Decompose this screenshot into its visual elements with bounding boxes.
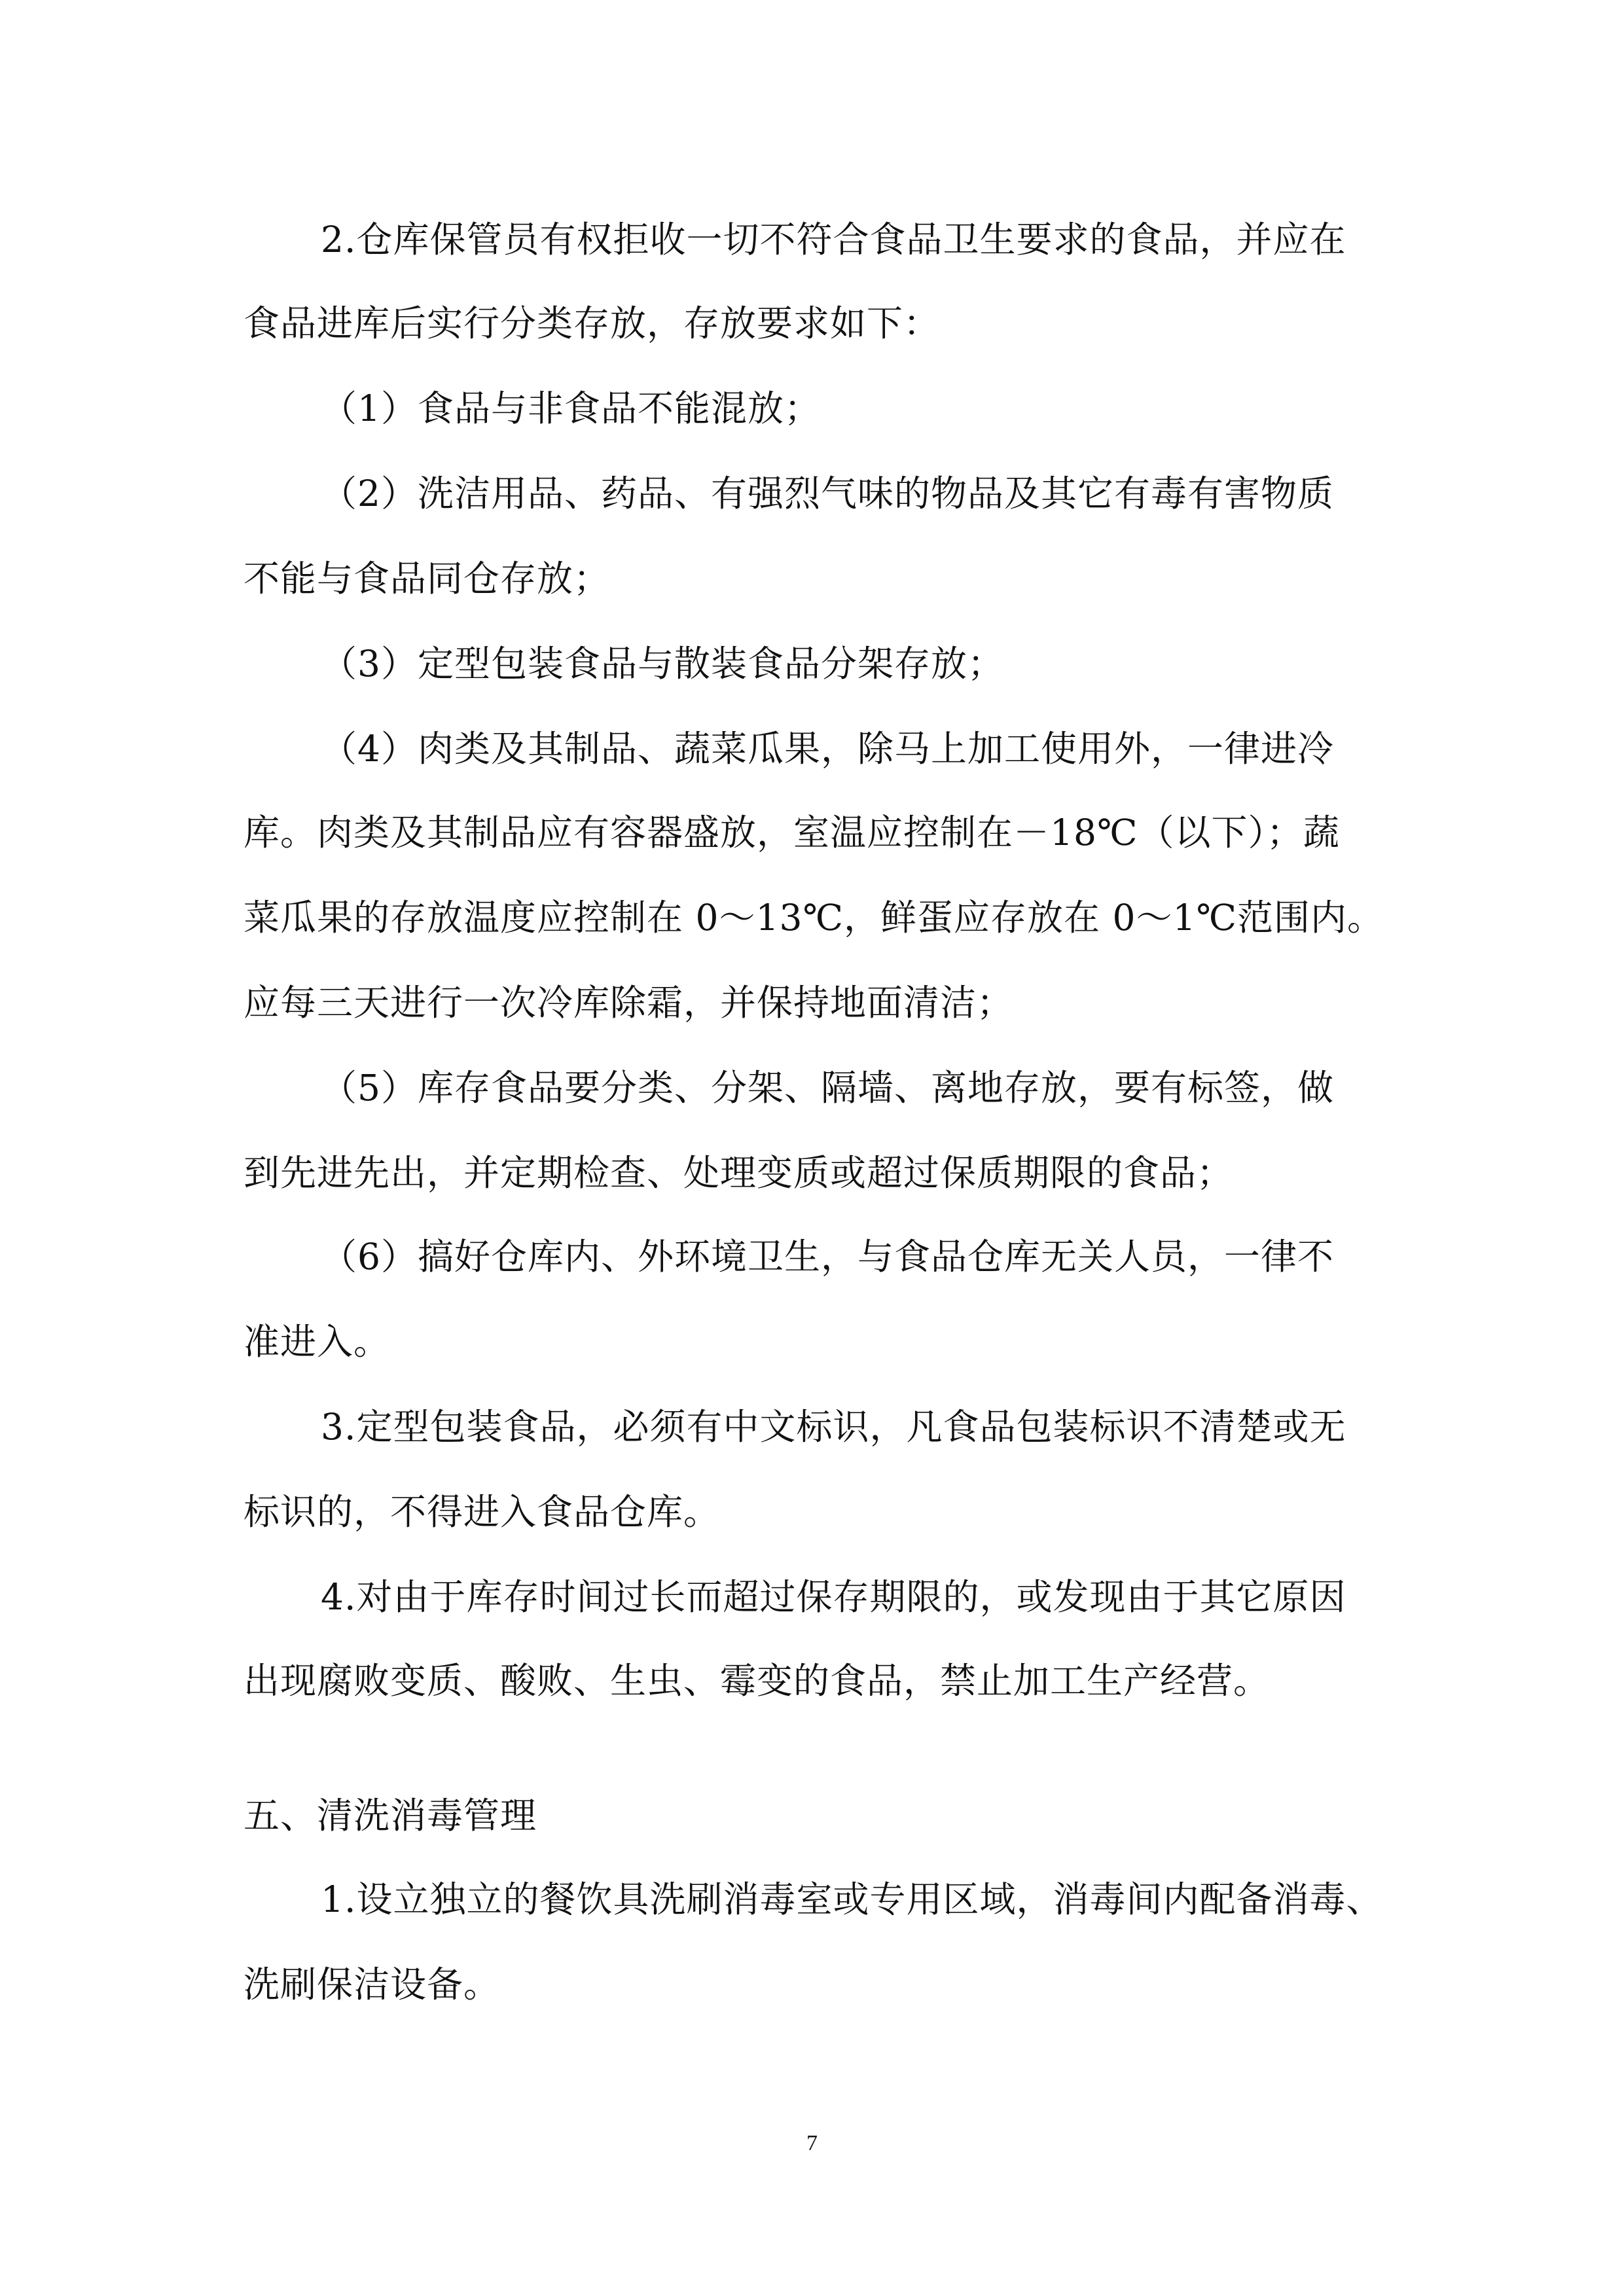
paragraph-4-line-1: 4.对由于库存时间过长而超过保存期限的，或发现由于其它原因 <box>321 1576 1346 1618</box>
item-4-line-3: 菜瓜果的存放温度应控制在 0～13℃，鲜蛋应存放在 0～1℃范围内。 <box>244 897 1384 939</box>
item-4-line-2: 库。肉类及其制品应有容器盛放，室温应控制在－18℃（以下）；蔬 <box>244 812 1341 853</box>
item-2-line-1: （2）洗洁用品、药品、有强烈气味的物品及其它有毒有害物质 <box>321 473 1334 514</box>
paragraph-3-line-2: 标识的，不得进入食品仓库。 <box>244 1491 721 1533</box>
item-5-line-2: 到先进先出，并定期检查、处理变质或超过保质期限的食品； <box>244 1152 1234 1194</box>
item-1-line-1: （1）食品与非食品不能混放； <box>321 387 821 429</box>
paragraph-4-line-2: 出现腐败变质、酸败、生虫、霉变的食品，禁止加工生产经营。 <box>244 1660 1271 1702</box>
section-heading: 五、清洗消毒管理 <box>244 1795 537 1837</box>
item-3-line-1: （3）定型包装食品与散装食品分架存放； <box>321 643 1004 685</box>
item-4-line-4: 应每三天进行一次冷库除霜，并保持地面清洁； <box>244 982 1014 1024</box>
paragraph-2-line-1: 2.仓库保管员有权拒收一切不符合食品卫生要求的食品，并应在 <box>321 219 1346 260</box>
paragraph-3-line-1: 3.定型包装食品，必须有中文标识，凡食品包装标识不清楚或无 <box>321 1406 1346 1448</box>
item-2-line-2: 不能与食品同仓存放； <box>244 558 611 600</box>
section-5-paragraph-1-line-2: 洗刷保洁设备。 <box>244 1964 501 2005</box>
page-number: 7 <box>806 2131 818 2155</box>
item-6-line-2: 准进入。 <box>244 1321 391 1363</box>
item-6-line-1: （6）搞好仓库内、外环境卫生，与食品仓库无关人员，一律不 <box>321 1236 1334 1278</box>
section-5-paragraph-1-line-1: 1.设立独立的餐饮具洗刷消毒室或专用区域，消毒间内配备消毒、 <box>321 1878 1383 1920</box>
item-4-line-1: （4）肉类及其制品、蔬菜瓜果，除马上加工使用外，一律进冷 <box>321 728 1334 770</box>
paragraph-2-line-2: 食品进库后实行分类存放，存放要求如下： <box>244 302 941 344</box>
item-5-line-1: （5）库存食品要分类、分架、隔墙、离地存放，要有标签，做 <box>321 1067 1334 1109</box>
